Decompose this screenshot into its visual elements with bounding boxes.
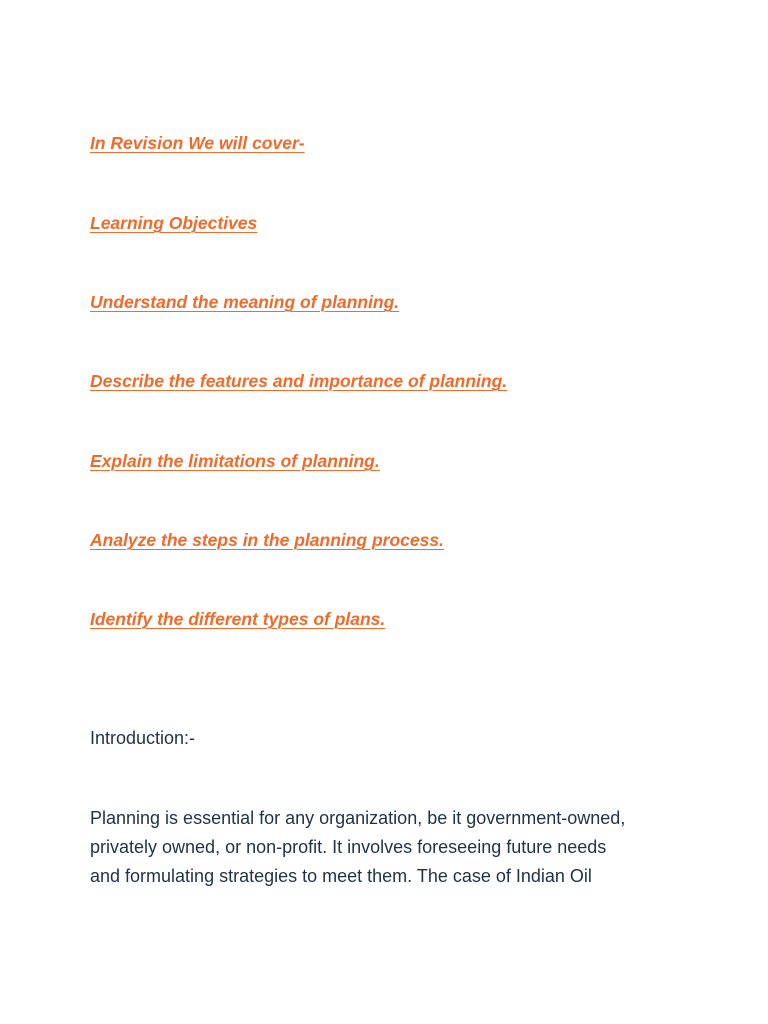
link-planning-process-steps[interactable]: Analyze the steps in the planning process. [90,530,444,550]
paragraph-line: and formulating strategies to meet them. The case of Indian Oil [90,866,592,886]
introduction-paragraph [90,804,680,891]
link-revision-cover[interactable]: In Revision We will cover- [90,133,305,153]
link-limitations[interactable]: Explain the limitations of planning. [90,451,380,471]
link-learning-objectives[interactable]: Learning Objectives [90,213,258,233]
link-meaning-of-planning[interactable]: Understand the meaning of planning. [90,292,400,312]
paragraph-line: Planning is essential for any organization, be it government-owned, [90,808,626,828]
link-features-importance[interactable]: Describe the features and importance of planning. [90,371,508,391]
paragraph-line: privately owned, or non-profit. It involves foreseeing future needs [90,837,607,857]
link-types-of-plans[interactable]: Identify the different types of plans. [90,609,386,629]
introduction-heading: Introduction:- [90,728,196,748]
